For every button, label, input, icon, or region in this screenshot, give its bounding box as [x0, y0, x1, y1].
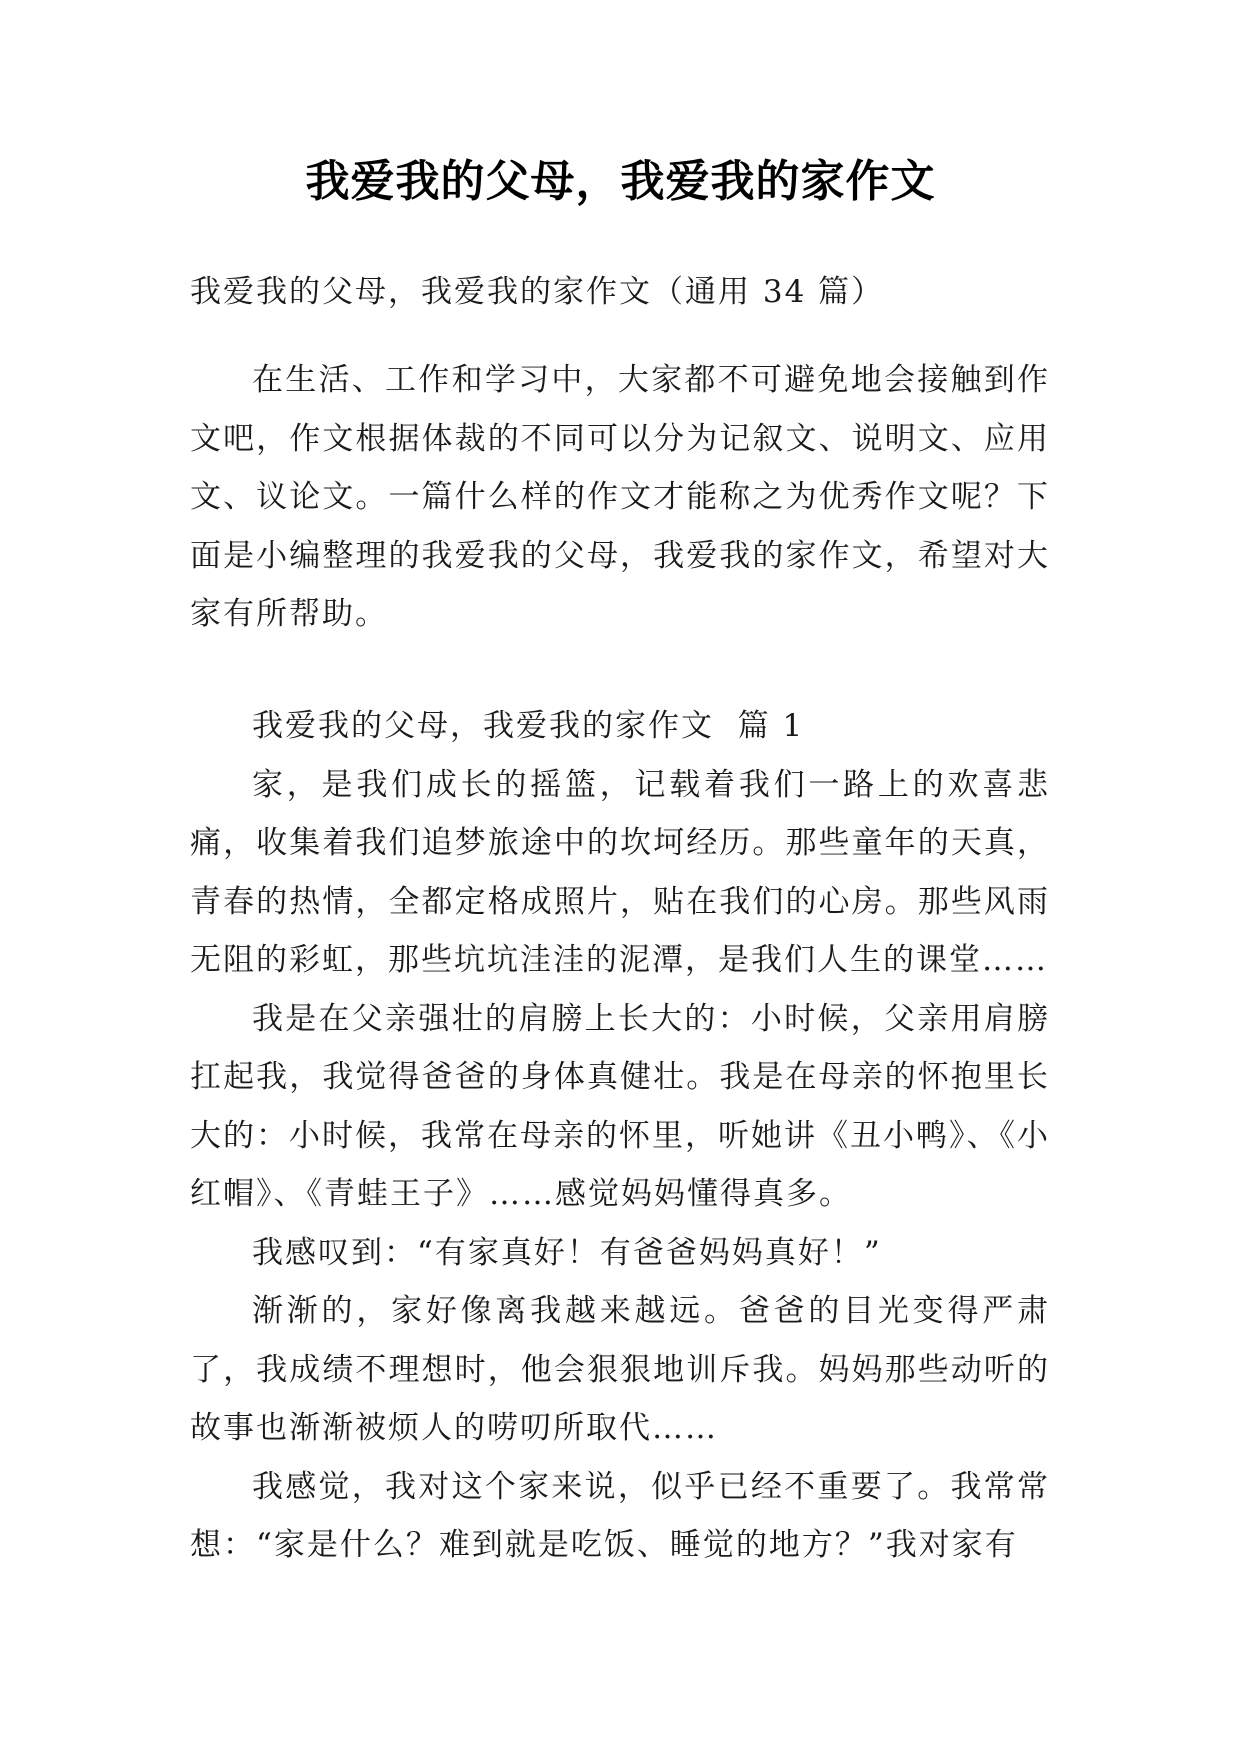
section-heading: 我爱我的父母，我爱我的家作文 篇 1	[252, 708, 805, 744]
subtitle-text: 我爱我的父母，我爱我的家作文（通用 34 篇）	[190, 274, 885, 310]
intro-block	[190, 351, 1050, 644]
document-title: 我爱我的父母，我爱我的家作文	[305, 156, 936, 207]
intro-paragraph: 在生活、工作和学习中，大家都不可避免地会接触到作文吧，作文根据体裁的不同可以分为记叙文、说明文、应用文、议论文。一篇什么样的作文才能称之为优秀作文呢？下面是小编整理的我爱我的父母，我爱我的家作文，希望对大家有所帮助。	[190, 362, 1050, 632]
paragraph: 我是在父亲强壮的肩膀上长大的：小时候，父亲用肩膀扛起我，我觉得爸爸的身体真健壮。我是在母亲的怀抱里长大的：小时候，我常在母亲的怀里，听她讲《丑小鸭》、《小红帽》、《青蛙王子》……感觉妈妈懂得真多。	[190, 1000, 1050, 1212]
paragraph: 我感觉，我对这个家来说，似乎已经不重要了。我常常想：“家是什么？难到就是吃饭、睡觉的地方？”我对家有	[190, 1468, 1050, 1563]
paragraph: 渐渐的，家好像离我越来越远。爸爸的目光变得严肃了，我成绩不理想时，他会狠狠地训斥我。妈妈那些动听的故事也渐渐被烦人的唠叨所取代……	[190, 1293, 1050, 1446]
paragraph: 我感叹到：“有家真好！有爸爸妈妈真好！”	[252, 1234, 882, 1271]
section-1	[190, 697, 1050, 1575]
paragraph: 家，是我们成长的摇篮，记载着我们一路上的欢喜悲痛，收集着我们追梦旅途中的坎坷经历。那些童年的天真，青春的热情，全都定格成照片，贴在我们的心房。那些风雨无阻的彩虹，那些坑坑洼洼的泥潭，是我们人生的课堂……	[190, 766, 1050, 978]
document-subtitle	[190, 263, 1050, 322]
